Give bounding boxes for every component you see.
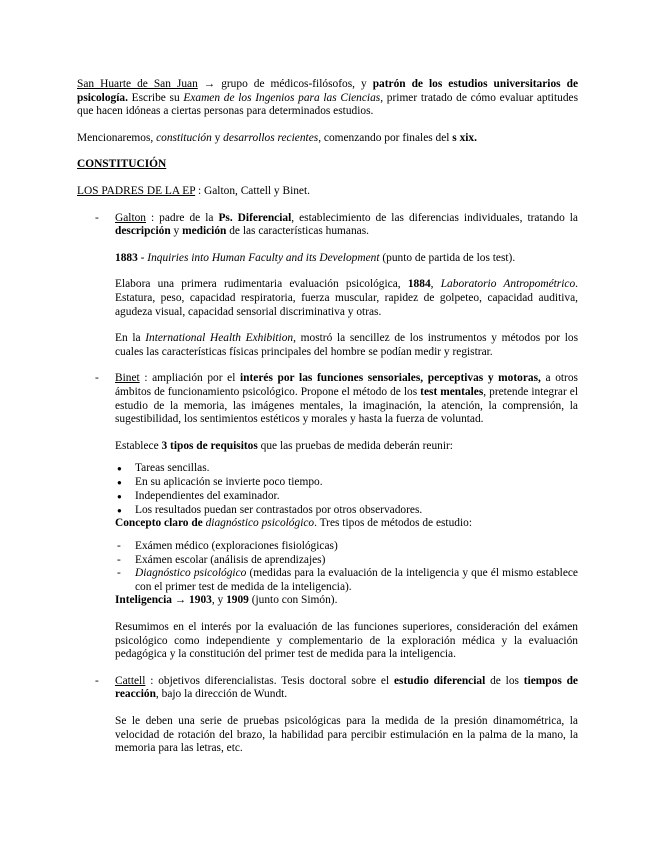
binet-item xyxy=(77,372,578,426)
list-item: - Exámen médico (exploraciones fisiológicas) xyxy=(117,540,338,553)
huarte-name: San Huarte de San Juan xyxy=(77,78,198,90)
dash-marker: - xyxy=(95,372,99,385)
binet-resumen: Resumimos en el interés por la evaluación de las funciones superiores, consideración del exámen psicológico como independiente y complementario de la exploración médica y la evaluación pedagógica y la constitución del primer test de medida para la inteligencia. xyxy=(115,621,578,661)
galton-1883: 1883 - Inquiries into Human Faculty and its Development (punto de partida de los test). xyxy=(115,251,516,264)
list-item: ● En su aplicación se invierte poco tiempo. xyxy=(115,476,578,490)
list-item: ● Independientes del examinador. xyxy=(115,490,578,504)
galton-name: Galton xyxy=(115,211,147,224)
galton-item xyxy=(77,212,578,239)
list-item: - Diagnóstico psicológico (medidas para la evaluación de la inteligencia y que él mismo establece con el primer test de medida de la inteligencia). xyxy=(117,567,578,593)
galton-intro: Galton : padre de la Ps. Diferencial, establecimiento de las diferencias individuales, tratando la descripción y medición de las características humanas. xyxy=(115,211,578,238)
intro-paragraph: San Huarte de San Juan → grupo de médicos-filósofos, y patrón de los estudios universitarios de psicología. Escribe su Examen de los Ingenios para las Ciencias, primer tratado de cómo evaluar aptitudes que hacen idóneas a ciertas personas para determinados estudios. xyxy=(77,78,579,118)
binet-intro: Binet : ampliación por el interés por las funciones sensoriales, perceptivas y motoras, a otros ámbitos de funcionamiento psicológico. Propone el método de los test mentales, pretende integrar el estudio de la memoria, las imágenes mentales, la imaginación, la atención, la comprensión, la sugestibilidad, los sentimientos estéticos y morales y hasta la fuerza de voluntad. xyxy=(115,372,578,426)
cattell-pruebas: Se le deben una serie de pruebas psicológicas para la medida de la presión dinamométrica, la velocidad de rotación del brazo, la habilidad para percibir estimulación en la palma de la mano, la memoria para las letras, etc. xyxy=(115,715,578,755)
list-item: ● Los resultados puedan ser contrastados por otros observadores. xyxy=(115,504,578,518)
galton-evaluation: Elabora una primera rudimentaria evaluación psicológica, 1884, Laboratorio Antropométrico. Estatura, peso, capacidad respiratoria, fuerza muscular, rapidez de golpeteo, capacidad auditiva, agudeza visual, capacidad sensorial discriminativa y otras. xyxy=(115,278,579,318)
binet-diagnostico: Concepto claro de diagnóstico psicológico. Tres tipos de métodos de estudio: xyxy=(115,517,473,530)
dash-marker: - xyxy=(95,211,99,224)
padres-heading: LOS PADRES DE LA EP : Galton, Cattell y Binet. xyxy=(77,184,310,197)
binet-inteligencia: Inteligencia → 1903, y 1909 (junto con Simón). xyxy=(115,594,338,607)
list-item: ● Tareas sencillas. xyxy=(115,462,578,476)
cattell-name: Cattell xyxy=(115,674,146,687)
book-title: Examen de los Ingenios para las Ciencias xyxy=(183,91,381,104)
cattell-intro: Cattell : objetivos diferencialistas. Tesis doctoral sobre el estudio diferencial de los tiempos de reacción, bajo la dirección de Wundt. xyxy=(115,674,578,701)
document-page xyxy=(77,78,578,756)
requisitos-list xyxy=(115,462,578,517)
binet-requisitos: Establece 3 tipos de requisitos que las pruebas de medida deberán reunir: xyxy=(115,439,453,452)
section-title: CONSTITUCIÓN xyxy=(77,158,167,171)
dash-marker: - xyxy=(95,674,99,687)
mention-paragraph: Mencionaremos, constitución y desarrollos recientes, comenzando por finales del s xix. xyxy=(77,131,477,144)
metodos-list xyxy=(115,540,578,594)
galton-exhibition: En la International Health Exhibition, mostró la sencillez de los instrumentos y métodos por los cuales las características físicas principales del hombre se podían medir y registrar. xyxy=(115,332,579,358)
cattell-item xyxy=(77,675,578,702)
list-item: - Exámen escolar (análisis de aprendizajes) xyxy=(117,553,326,566)
binet-name: Binet xyxy=(115,372,140,385)
